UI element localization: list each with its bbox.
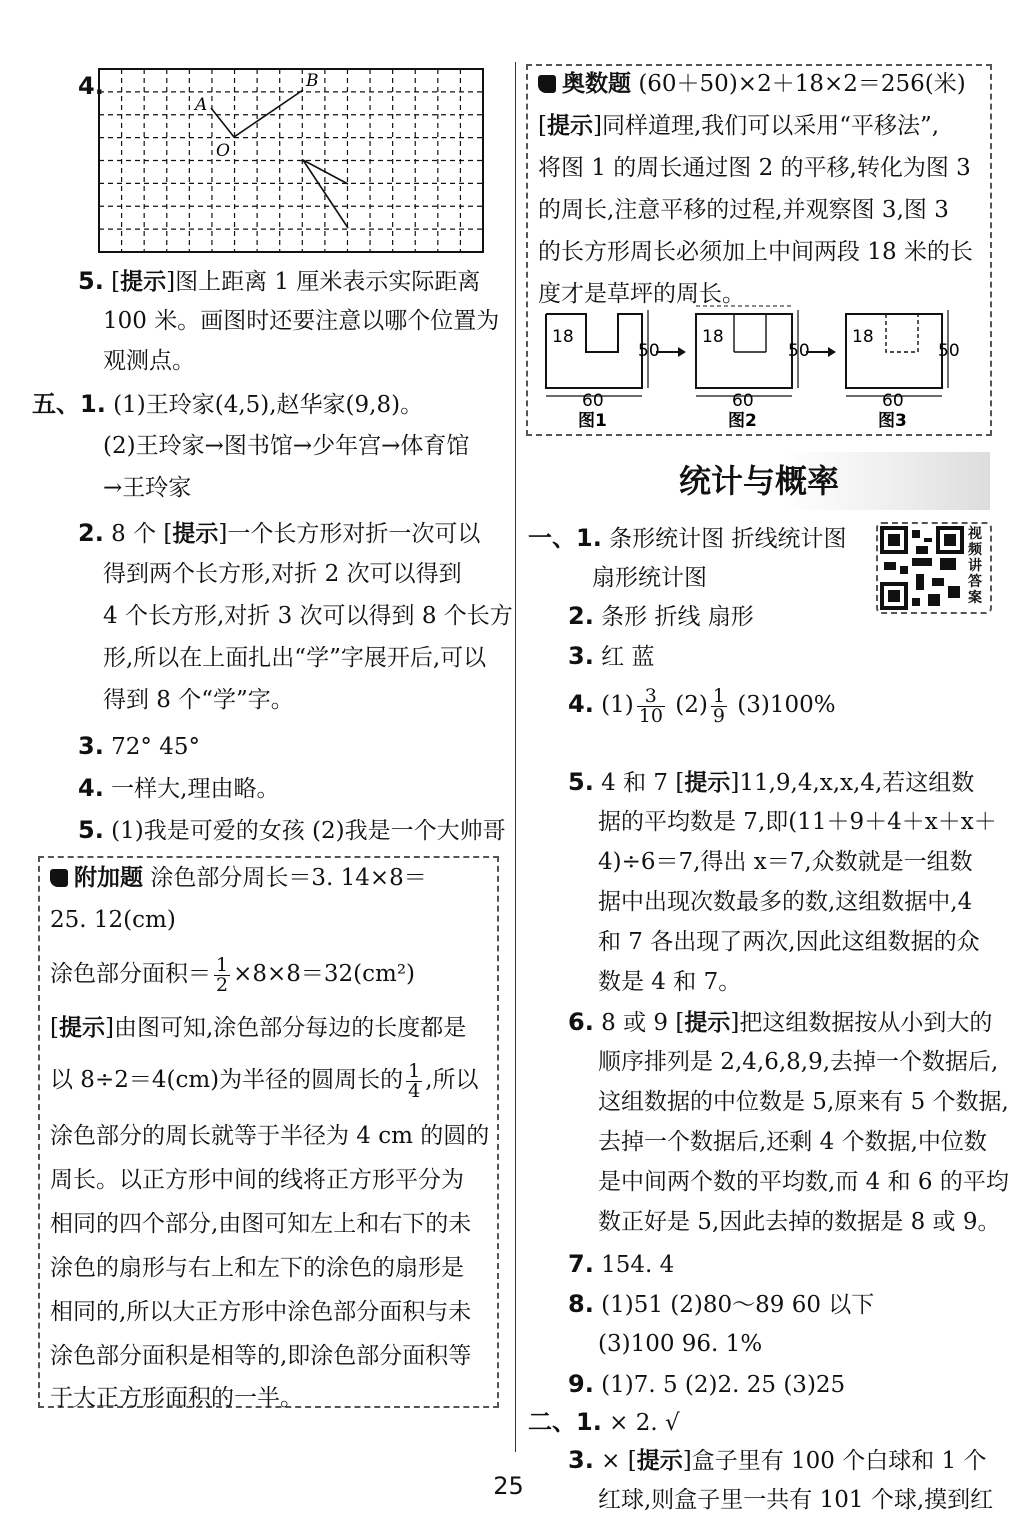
fig2-caption: 图2 (728, 411, 757, 430)
point-o-label: O (216, 141, 230, 161)
fig1-width-label: 60 (582, 391, 604, 411)
extra-area-line: 涂色部分面积＝ $\frac{1}{2}$ ×8×8＝32(cm²) (50, 953, 416, 996)
olympiad-line-5: 的长方形周长必须加上中间两段 18 米的长 (538, 239, 973, 265)
tag-icon (50, 869, 68, 887)
qr-code[interactable] (876, 522, 992, 614)
olympiad-line-3: 将图 1 的周长通过图 2 的平移,转化为图 3 (538, 155, 971, 181)
r-q8-line-2: (3)100 96. 1% (598, 1331, 763, 1357)
figure-3 (846, 310, 960, 430)
r-q3b-line-1: 3. × [提示]盒子里有 100 个白球和 1 个 (568, 1446, 987, 1474)
r-q2-line: 2. 条形 折线 扇形 (568, 602, 754, 630)
s5-q1-line-3: →王玲家 (103, 475, 192, 501)
r-q5-line-1: 5. 4 和 7 [提示]11,9,4,x,x,4,若这组数 (568, 768, 975, 796)
fig1-inner-label: 18 (552, 327, 574, 347)
q2-line-3: 4 个长方形,对折 3 次可以得到 8 个长方 (103, 603, 513, 629)
r-q4-line: 4. (1) $\frac{3}{10}$ (2) $\frac{1}{9}$ (3)100% (568, 684, 836, 727)
q5b-line: 5. (1)我是可爱的女孩 (2)我是一个大帅哥 (78, 816, 506, 844)
q5-line-1: 5. [提示]图上距离 1 厘米表示实际距离 (78, 267, 481, 295)
extra-line-10: 相同的,所以大正方形中涂色部分面积与未 (50, 1299, 472, 1325)
r-q3b-line-2: 红球,则盒子里一共有 101 个球,摸到红 (598, 1487, 994, 1513)
q4b-line: 4. 一样大,理由略。 (78, 774, 280, 802)
extra-line-12: 于大正方形面积的一半。 (50, 1385, 303, 1411)
column-divider (515, 62, 516, 1452)
r-q3-line: 3. 红 蓝 (568, 642, 655, 670)
q4-label: 4. (78, 72, 104, 100)
r-q5-line-6: 数是 4 和 7。 (598, 969, 742, 995)
s5-q1-line-2: (2)王玲家→图书馆→少年宫→体育馆 (103, 433, 470, 459)
figure-1 (546, 310, 686, 430)
q2-line-1: 2. 8 个 [提示]一个长方形对折一次可以 (78, 519, 481, 547)
fig3-height-label: 50 (938, 341, 960, 361)
r-q6-line-6: 数正好是 5,因此去掉的数据是 8 或 9。 (598, 1209, 1001, 1235)
extra-line-6: 涂色部分的周长就等于半径为 4 cm 的圆的 (50, 1123, 490, 1149)
s1-q1-line-2: 扇形统计图 (592, 565, 707, 591)
fig3-width-label: 60 (882, 391, 904, 411)
r-q5-line-2: 据的平均数是 7,即(11＋9＋4＋x＋x＋ (598, 809, 997, 835)
olympiad-line-4: 的周长,注意平移的过程,并观察图 3,图 3 (538, 197, 949, 223)
r-q6-line-5: 是中间两个数的平均数,而 4 和 6 的平均 (598, 1169, 1009, 1195)
q2-line-5: 得到 8 个“学”字。 (103, 687, 294, 713)
extra-line-1: 附加题 涂色部分周长＝3. 14×8＝ (50, 862, 427, 894)
r-q9-line: 9. (1)7. 5 (2)2. 25 (3)25 (568, 1370, 846, 1398)
extra-line-11: 涂色部分面积是相等的,即涂色部分面积等 (50, 1343, 472, 1369)
coordinate-grid (98, 68, 484, 254)
fig2-inner-label: 18 (702, 327, 724, 347)
r-q7-line: 7. 154. 4 (568, 1250, 675, 1278)
translation-figures (538, 300, 978, 430)
r-q5-line-3: 4)÷6＝7,得出 x＝7,众数就是一组数 (598, 849, 973, 875)
figure-2 (696, 306, 836, 430)
fig1-height-label: 50 (638, 341, 660, 361)
olympiad-line-1: 奥数题 (60＋50)×2＋18×2＝256(米) (538, 68, 966, 100)
fig2-height-label: 50 (788, 341, 810, 361)
r-q5-line-5: 和 7 各出现了两次,因此这组数据的众 (598, 929, 980, 955)
fig1-caption: 图1 (578, 411, 607, 430)
r-q6-line-2: 顺序排列是 2,4,6,8,9,去掉一个数据后, (598, 1049, 999, 1075)
page-number: 25 (493, 1472, 524, 1500)
fig3-inner-label: 18 (852, 327, 874, 347)
r-q5-line-4: 据中出现次数最多的数,这组数据中,4 (598, 889, 973, 915)
s5-q1-line-1: 五、1. (1)王玲家(4,5),赵华家(9,8)。 (32, 390, 424, 418)
section-title: 统计与概率 (528, 452, 990, 510)
extra-line-8: 相同的四个部分,由图可知左上和右下的未 (50, 1211, 472, 1237)
q2-line-2: 得到两个长方形,对折 2 次可以得到 (103, 561, 462, 587)
r-q8-line-1: 8. (1)51 (2)80～89 60 以下 (568, 1290, 875, 1318)
q5-line-2: 100 米。画图时还要注意以哪个位置为 (103, 308, 500, 334)
extra-line-2: 25. 12(cm) (50, 907, 176, 933)
s1-q1-line-1: 一、1. 条形统计图 折线统计图 (528, 524, 847, 552)
extra-hint-line: [提示]由图可知,涂色部分每边的长度都是 (50, 1015, 467, 1041)
rotated-shape (303, 160, 348, 228)
extra-line-7: 周长。以正方形中间的线将正方形平分为 (50, 1167, 464, 1193)
fig3-caption: 图3 (878, 411, 907, 430)
qr-caption: 视频讲答案 (968, 526, 982, 606)
fig2-width-label: 60 (732, 391, 754, 411)
tag-icon (538, 75, 556, 93)
s2-line: 二、1. × 2. √ (528, 1408, 680, 1436)
r-q6-line-3: 这组数据的中位数是 5,原来有 5 个数据, (598, 1089, 1009, 1115)
q3-line: 3. 72° 45° (78, 732, 200, 760)
q2-line-4: 形,所以在上面扎出“学”字展开后,可以 (103, 645, 487, 671)
point-b-label: B (306, 71, 319, 91)
extra-line-5: 以 8÷2＝4(cm)为半径的圆周长的 $\frac{1}{4}$ ,所以 (50, 1059, 479, 1102)
qr-code-icon (880, 526, 964, 610)
point-a-label: A (195, 95, 208, 115)
q5-line-3: 观测点。 (103, 348, 195, 374)
olympiad-hint-line: [提示]同样道理,我们可以采用“平移法”, (538, 113, 940, 139)
r-q6-line-1: 6. 8 或 9 [提示]把这组数据按从小到大的 (568, 1008, 993, 1036)
olympiad-line-6: 度才是草坪的周长。 (538, 281, 745, 307)
extra-line-9: 涂色的扇形与右上和左下的涂色的扇形是 (50, 1255, 464, 1281)
r-q6-line-4: 去掉一个数据后,还剩 4 个数据,中位数 (598, 1129, 987, 1155)
